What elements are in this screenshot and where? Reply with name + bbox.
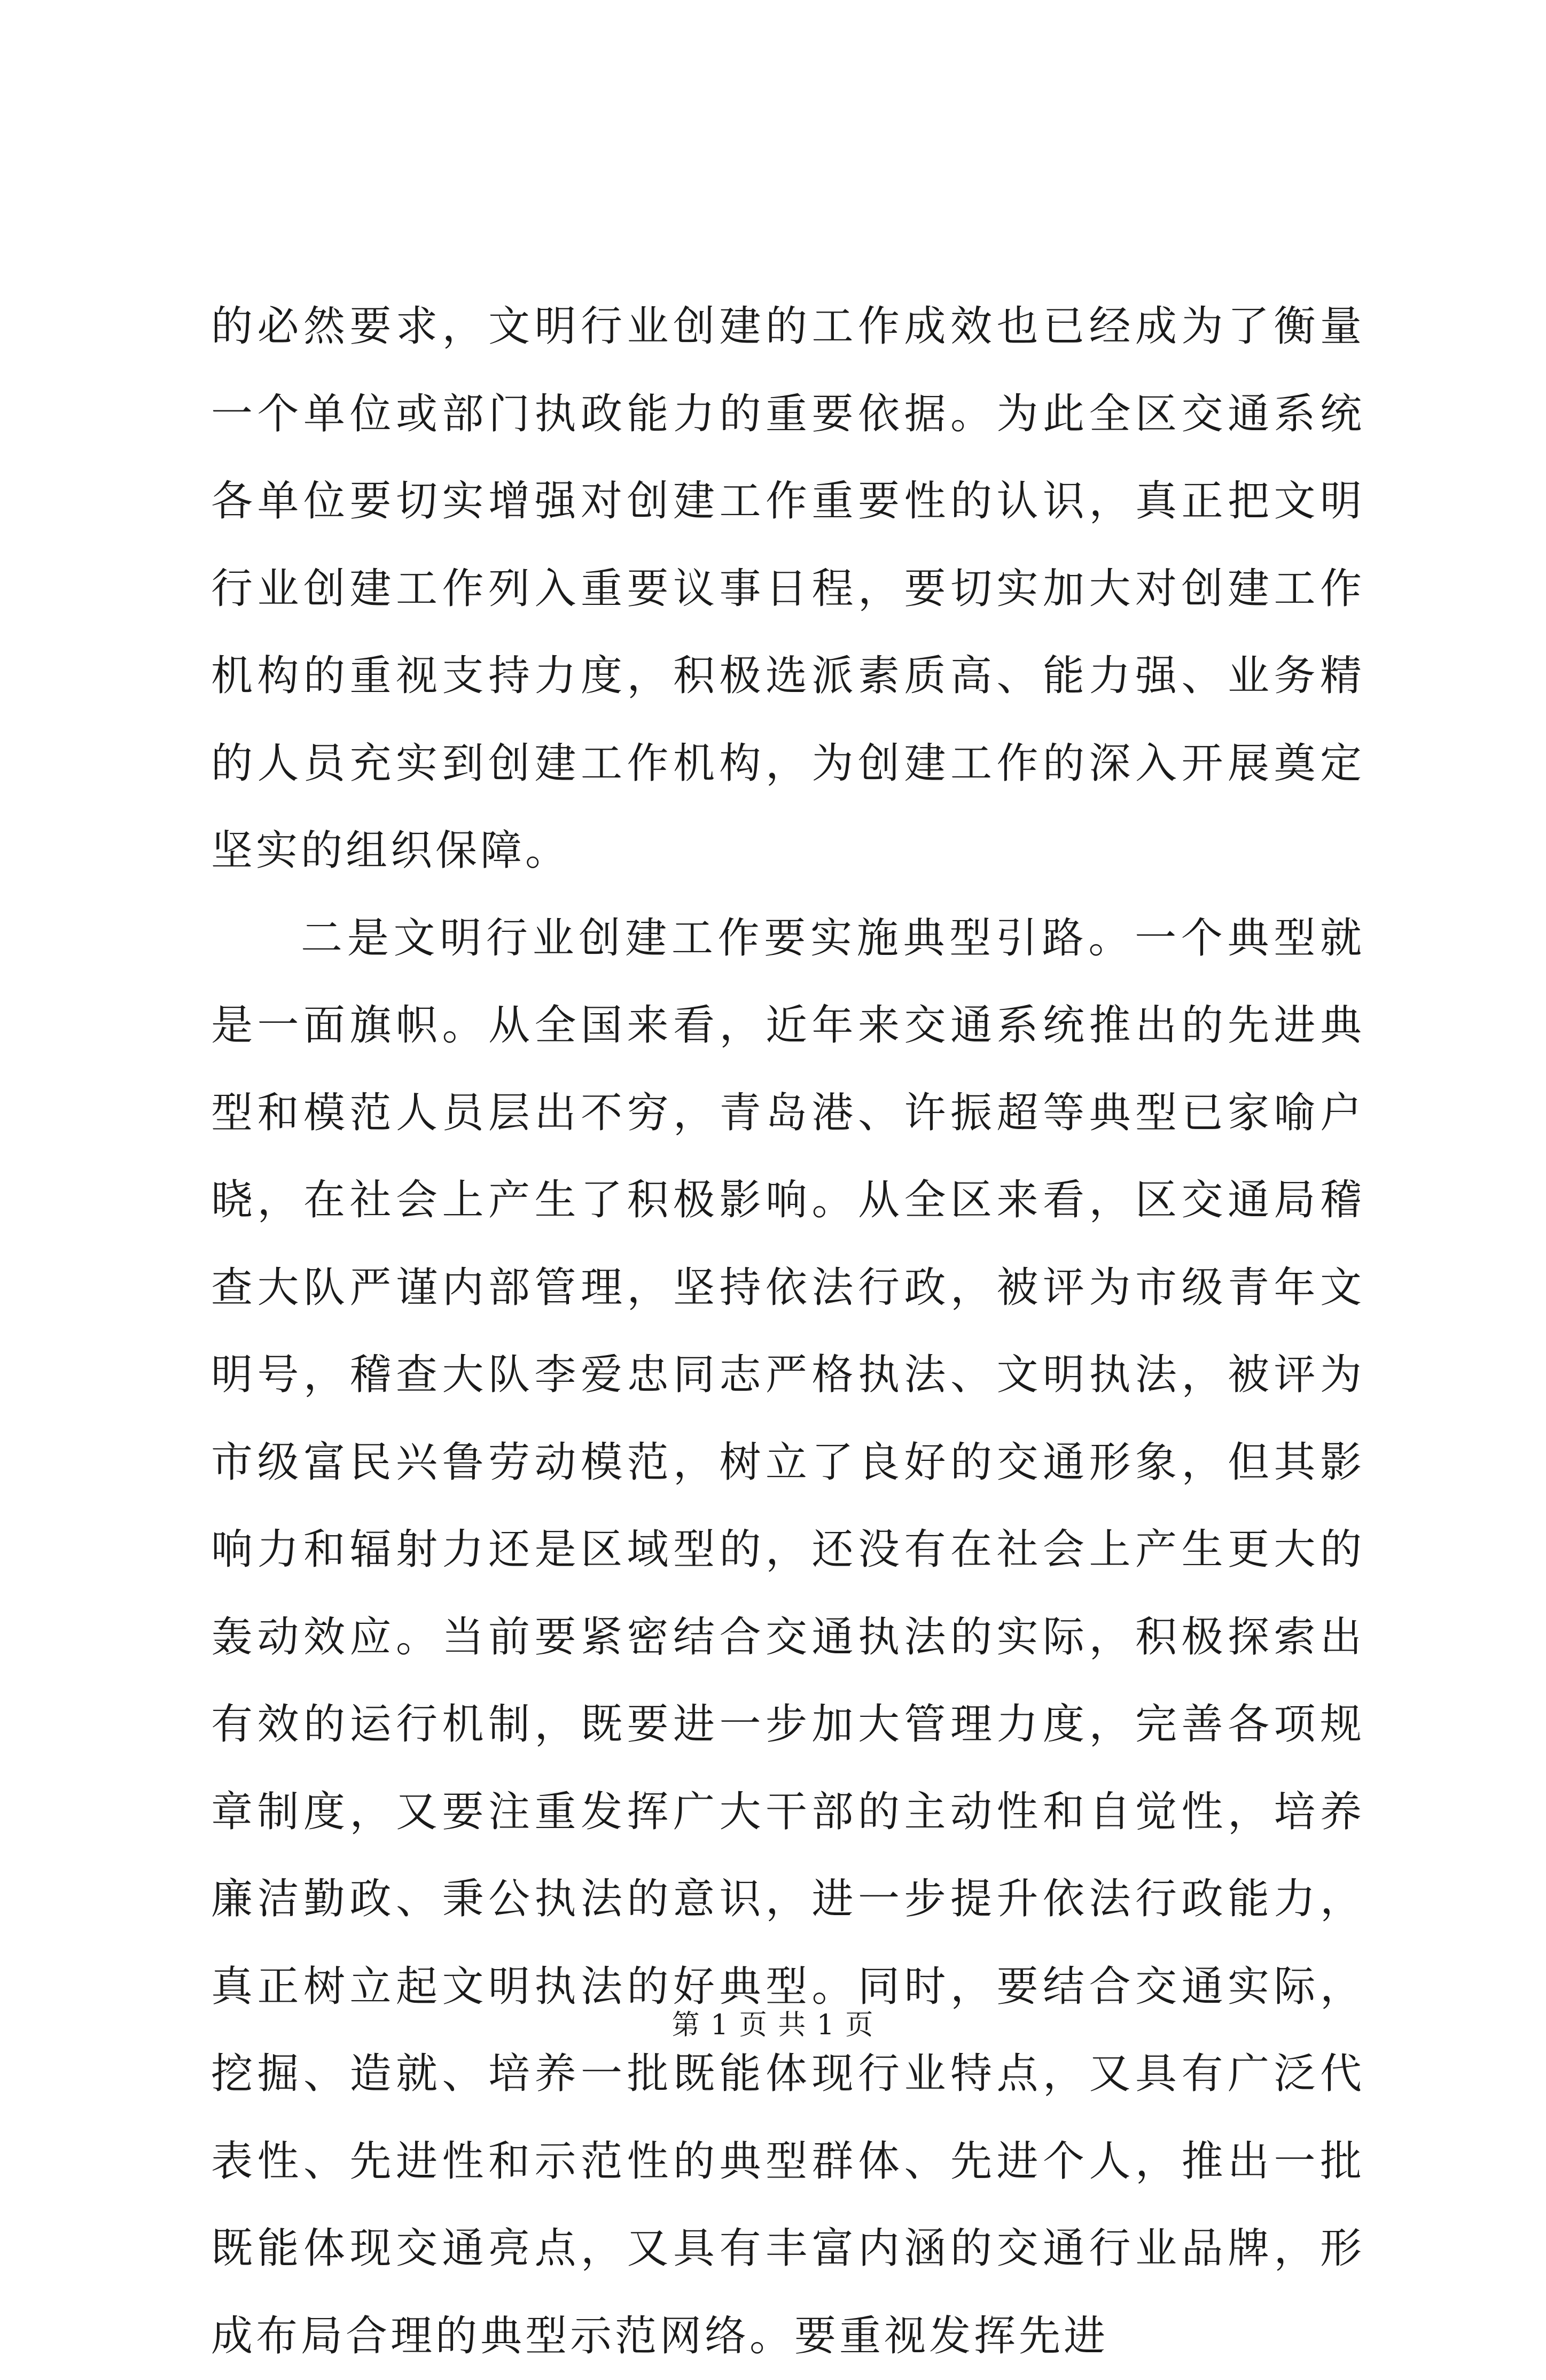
body-text xyxy=(211,283,1365,2380)
paragraph-1: 的必然要求，文明行业创建的工作成效也已经成为了衡量一个单位或部门执政能力的重要依据。为此全区交通系统各单位要切实增强对创建工作重要性的认识，真正把文明行业创建工作列入重要议事日程，要切实加大对创建工作机构的重视支持力度，积极选派素质高、能力强、业务精的人员充实到创建工作机构，为创建工作的深入开展奠定坚实的组织保障。 xyxy=(211,283,1365,895)
page-footer: 第 1 页 共 1 页 xyxy=(0,2002,1546,2042)
paragraph-2: 二是文明行业创建工作要实施典型引路。一个典型就是一面旗帜。从全国来看，近年来交通系统推出的先进典型和模范人员层出不穷，青岛港、许振超等典型已家喻户晓，在社会上产生了积极影响。从全区来看，区交通局稽查大队严谨内部管理，坚持依法行政，被评为市级青年文明号，稽查大队李爱忠同志严格执法、文明执法，被评为市级富民兴鲁劳动模范，树立了良好的交通形象，但其影响力和辐射力还是区域型的，还没有在社会上产生更大的轰动效应。当前要紧密结合交通执法的实际，积极探索出有效的运行机制，既要进一步加大管理力度，完善各项规章制度，又要注重发挥广大干部的主动性和自觉性，培养廉洁勤政、秉公执法的意识，进一步提升依法行政能力，真正树立起文明执法的好典型。同时，要结合交通实际，挖掘、造就、培养一批既能体现行业特点，又具有广泛代表性、先进性和示范性的典型群体、先进个人，推出一批既能体现交通亮点，又具有丰富内涵的交通行业品牌，形成布局合理的典型示范网络。要重视发挥先进 xyxy=(211,895,1365,2380)
